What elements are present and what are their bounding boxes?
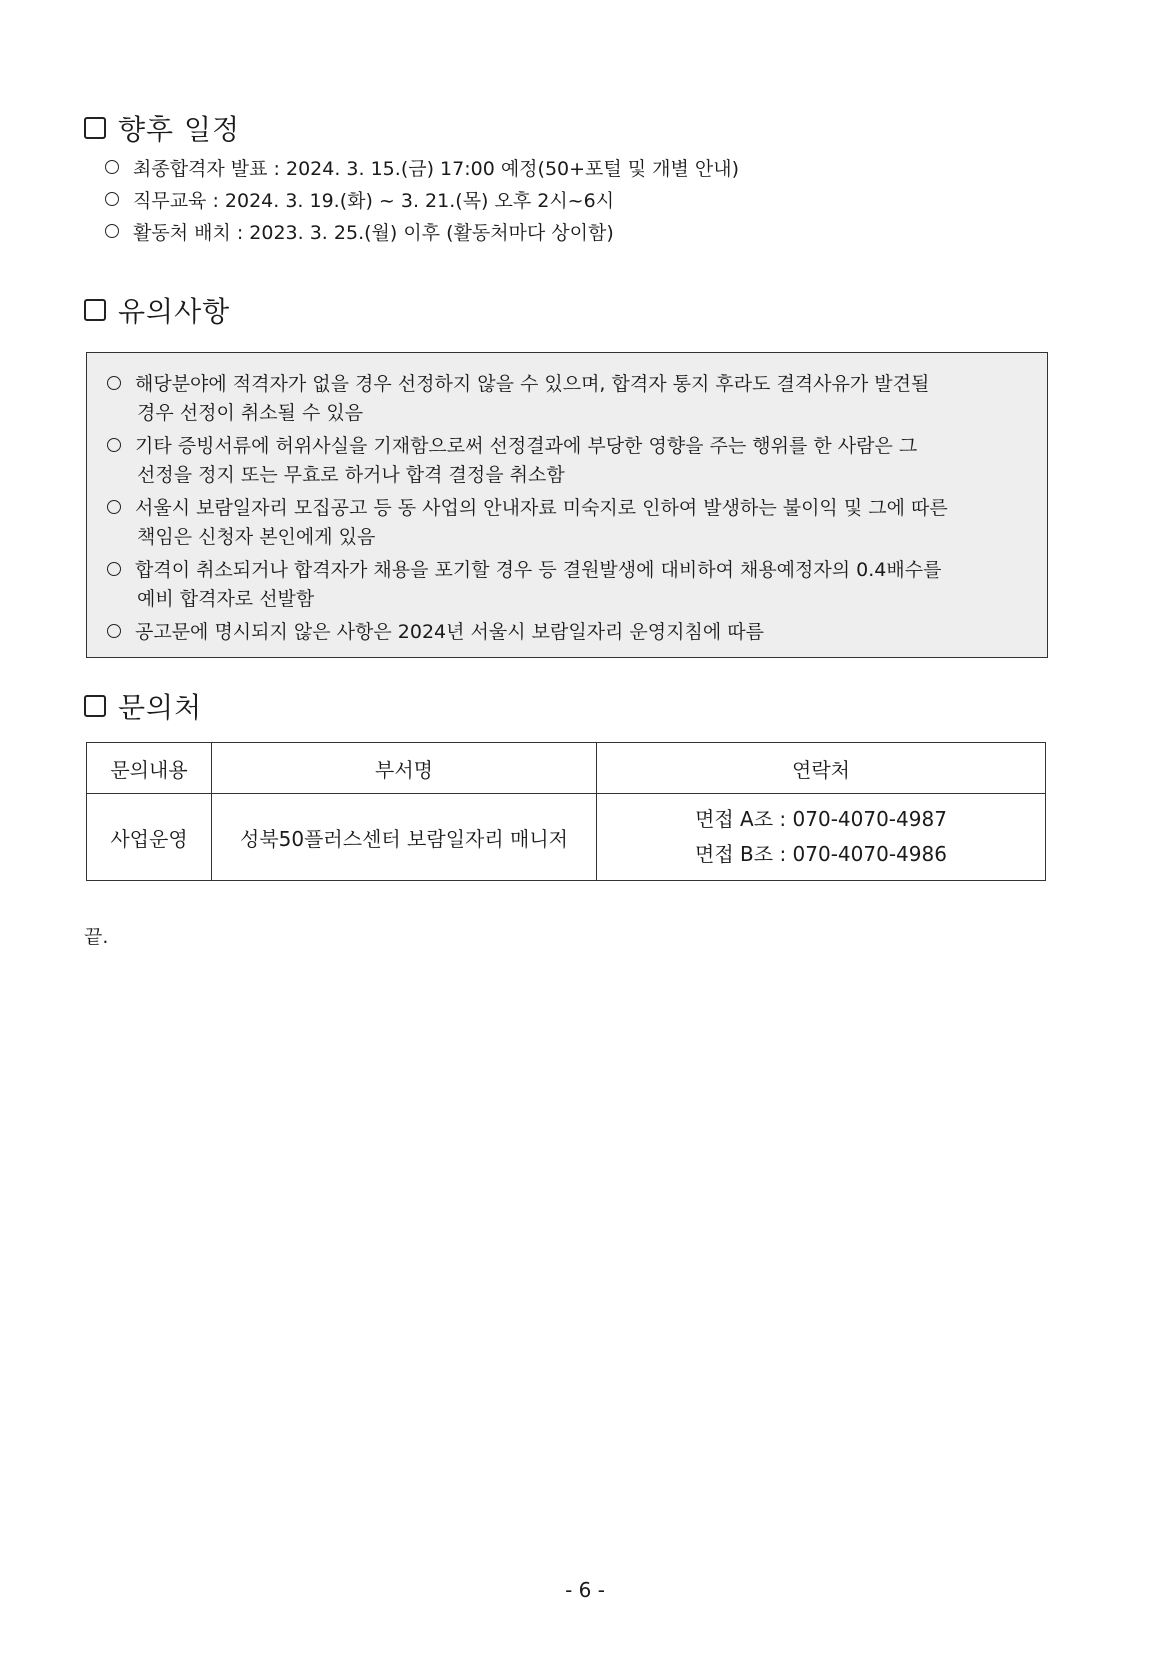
list-item: 활동처 배치 : 2023. 3. 25.(월) 이후 (활동처마다 상이함) [105, 215, 739, 247]
list-item: 서울시 보람일자리 모집공고 등 동 사업의 안내자료 미숙지로 인하여 발생하는 불이익 및 그에 따른 책임은 신청자 본인에게 있음 [107, 491, 1027, 553]
section-title: 유의사항 [118, 295, 231, 328]
section-contact-header [84, 686, 202, 726]
checkbox-square-icon [84, 695, 106, 717]
circle-bullet-icon [105, 192, 119, 206]
section-notes-header [84, 290, 230, 330]
section-title: 문의처 [118, 691, 203, 724]
circle-bullet-icon [107, 562, 121, 576]
column-header: 연락처 [597, 743, 1046, 794]
circle-bullet-icon [107, 376, 121, 390]
circle-bullet-icon [105, 224, 119, 238]
contact-table [86, 742, 1046, 881]
table-row [87, 794, 1046, 881]
list-item: 공고문에 명시되지 않은 사항은 2024년 서울시 보람일자리 운영지침에 따름 [107, 615, 1027, 646]
column-header: 문의내용 [87, 743, 212, 794]
notice-box [86, 352, 1048, 658]
table-cell-category: 사업운영 [87, 794, 212, 881]
end-mark: 끝. [84, 926, 109, 948]
circle-bullet-icon [107, 624, 121, 638]
checkbox-square-icon [84, 299, 106, 321]
list-item: 기타 증빙서류에 허위사실을 기재함으로써 선정결과에 부당한 영향을 주는 행위를 한 사람은 그 선정을 정지 또는 무효로 하거나 합격 결정을 취소함 [107, 429, 1027, 491]
table-cell-department: 성북50플러스센터 보람일자리 매니저 [212, 794, 597, 881]
table-cell-phones [597, 794, 1046, 881]
list-item: 해당분야에 적격자가 없을 경우 선정하지 않을 수 있으며, 합격자 통지 후라도 결격사유가 발견될 경우 선정이 취소될 수 있음 [107, 367, 1027, 429]
phone-number: 면접 A조 : 070-4070-4987 [695, 807, 947, 831]
list-item: 최종합격자 발표 : 2024. 3. 15.(금) 17:00 예정(50+포털 및 개별 안내) [105, 151, 739, 183]
page-number: - 6 - [565, 1578, 605, 1602]
circle-bullet-icon [105, 160, 119, 174]
column-header: 부서명 [212, 743, 597, 794]
section-title: 향후 일정 [118, 113, 241, 146]
schedule-list [105, 151, 739, 247]
circle-bullet-icon [107, 438, 121, 452]
checkbox-square-icon [84, 117, 106, 139]
table-header-row [87, 743, 1046, 794]
section-schedule-header [84, 108, 240, 148]
phone-number: 면접 B조 : 070-4070-4986 [695, 842, 947, 866]
circle-bullet-icon [107, 500, 121, 514]
list-item: 합격이 취소되거나 합격자가 채용을 포기할 경우 등 결원발생에 대비하여 채용예정자의 0.4배수를 예비 합격자로 선발함 [107, 553, 1027, 615]
list-item: 직무교육 : 2024. 3. 19.(화) ~ 3. 21.(목) 오후 2시~6시 [105, 183, 739, 215]
